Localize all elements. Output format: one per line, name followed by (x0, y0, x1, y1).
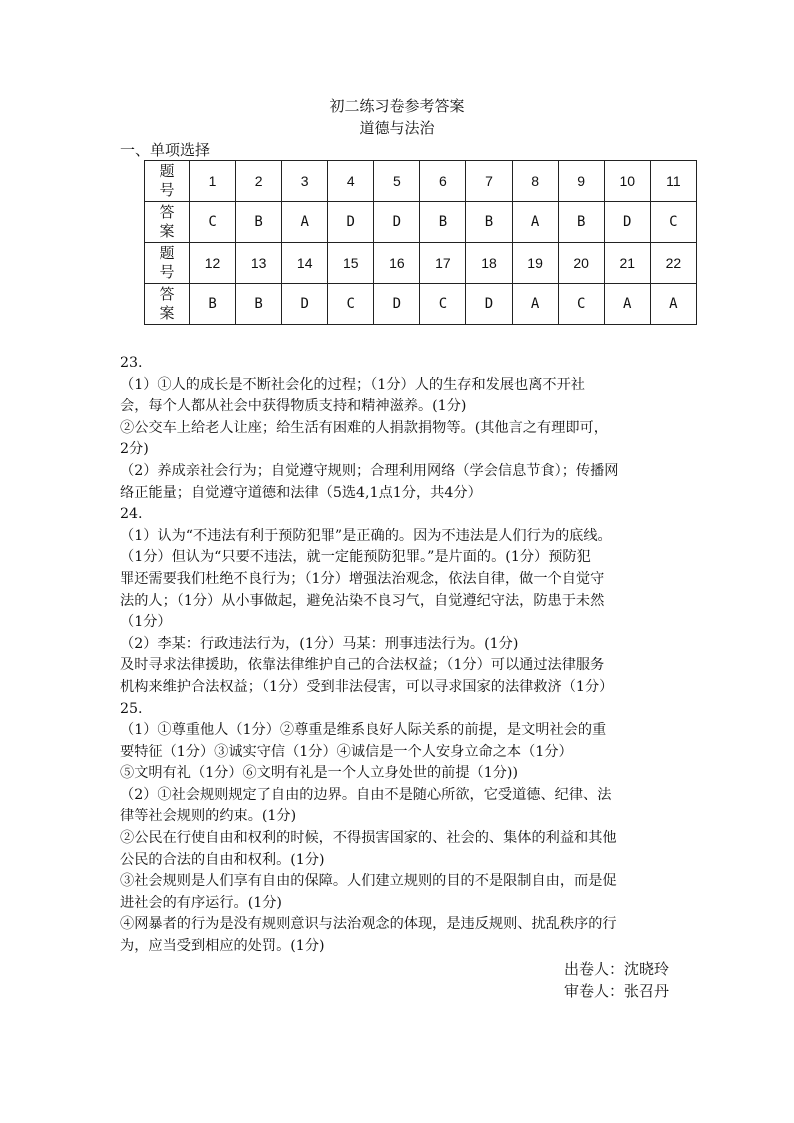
answer-cell: A (512, 284, 558, 325)
answer-cell: A (282, 202, 328, 243)
answer-text-line: 罪还需要我们杜绝不良行为；（1分）增强法治观念，依法自律，做一个自觉守 (120, 570, 605, 587)
subject-title: 道德与法治 (359, 119, 435, 137)
answer-cell: C (420, 284, 466, 325)
answer-cell: B (420, 202, 466, 243)
question-number-cell: 5 (374, 161, 420, 202)
answer-text-line: （1）①人的成长是不断社会化的过程；（1分）人的生存和发展也离不开社 (120, 376, 585, 393)
answer-text-line: 进社会的有序运行。(1分) (120, 894, 282, 911)
answer-cell: D (374, 284, 420, 325)
answer-text-line: 法的人；（1分）从小事做起，避免沾染不良习气，自觉遵纪守法，防患于未然 (120, 592, 605, 609)
answer-text-line: （2）李某：行政违法行为，(1分）马某：刑事违法行为。(1分) (120, 635, 519, 652)
answer-cell: B (236, 202, 282, 243)
question-number-cell: 7 (466, 161, 512, 202)
question-number-cell: 4 (328, 161, 374, 202)
answer-text-line: 23. (120, 355, 143, 371)
question-number-cell: 12 (190, 243, 236, 284)
question-number-cell: 13 (236, 243, 282, 284)
answer-cell: B (558, 202, 604, 243)
question-number-cell: 19 (512, 243, 558, 284)
answer-text-line: （2）养成亲社会行为；自觉遵守规则；合理利用网络（学会信息节食）；传播网 (120, 462, 619, 479)
question-number-cell: 20 (558, 243, 604, 284)
reviewer-line: 审卷人：张召丹 (564, 982, 670, 1000)
answer-cell: D (604, 202, 650, 243)
answer-text-line: 2分) (120, 441, 149, 458)
answer-text-line: 25. (120, 700, 143, 717)
question-number-cell: 3 (282, 161, 328, 202)
answer-text-line: 要特征（1分）③诚实守信（1分）④诚信是一个人安身立命之本（1分） (120, 743, 573, 760)
answer-text-line: 公民的合法的自由和权利。(1分) (120, 851, 325, 868)
answer-text-line: ④网暴者的行为是没有规则意识与法治观念的体现，是违反规则、扰乱秩序的行 (120, 916, 617, 933)
answer-text-line: （1）①尊重他人（1分）②尊重是维系良好人际关系的前提，是文明社会的重 (120, 722, 607, 739)
question-number-cell: 21 (604, 243, 650, 284)
section-heading: 一、单项选择 (120, 141, 211, 159)
answer-cell: A (650, 284, 696, 325)
question-number-cell: 1 (190, 161, 236, 202)
question-number-cell: 10 (604, 161, 650, 202)
answer-cell: D (374, 202, 420, 243)
answer-text-line: （1分） (120, 614, 172, 631)
answer-cell: C (190, 202, 236, 243)
question-number-cell: 8 (512, 161, 558, 202)
answer-cell: B (466, 202, 512, 243)
question-number-cell: 15 (328, 243, 374, 284)
question-number-cell: 11 (650, 161, 696, 202)
question-number-cell: 14 (282, 243, 328, 284)
answer-cell: B (190, 284, 236, 325)
answer-label-cell: 答 案 (145, 202, 190, 243)
answer-text-line: ②公交车上给老人让座；给生活有困难的人捐款捐物等。(其他言之有理即可， (120, 419, 608, 436)
answer-text-line: （1分）但认为“只要不违法，就一定能预防犯罪。”是片面的。(1分）预防犯 (120, 549, 591, 566)
signature-block (564, 958, 669, 1002)
answer-text-line: ③社会规则是人们享有自由的保障。人们建立规则的目的不是限制自由，而是促 (120, 873, 617, 890)
answer-table (144, 160, 697, 325)
answer-text-line: 机构来维护合法权益；（1分）受到非法侵害，可以寻求国家的法律救济（1分） (120, 678, 614, 695)
answer-cell: C (328, 284, 374, 325)
question-number-cell: 22 (650, 243, 696, 284)
answer-cell: A (604, 284, 650, 325)
answer-cell: D (328, 202, 374, 243)
author-line: 出卷人：沈晓玲 (564, 960, 670, 978)
answer-text-line: 24. (120, 506, 143, 523)
answer-text-line: 律等社会规则的约束。(1分) (120, 808, 297, 825)
answer-cell: A (512, 202, 558, 243)
question-number-row (145, 243, 697, 284)
answer-text-line: 络正能量；自觉遵守道德和法律（5选4,1点1分，共4分） (120, 484, 482, 501)
answer-text-line: （2）①社会规则规定了自由的边界。自由不是随心所欲，它受道德、纪律、法 (120, 786, 612, 803)
answer-text-line: ⑤文明有礼（1分）⑥文明有礼是一个人立身处世的前提（1分)) (120, 765, 519, 782)
page-title: 初二练习卷参考答案 (329, 97, 465, 115)
answer-text-line: 及时寻求法律援助，依靠法律维护自己的合法权益；（1分）可以通过法律服务 (120, 657, 605, 674)
answer-cell: C (558, 284, 604, 325)
question-label-cell: 题 号 (145, 161, 190, 202)
answer-cell: D (282, 284, 328, 325)
question-number-cell: 16 (374, 243, 420, 284)
answer-text-line: （1）认为“不违法有利于预防犯罪”是正确的。因为不违法是人们行为的底线。 (120, 527, 612, 544)
answer-row (145, 284, 697, 325)
question-number-row (145, 161, 697, 202)
question-number-cell: 9 (558, 161, 604, 202)
answer-text-line: 为，应当受到相应的处罚。(1分) (120, 938, 325, 955)
answer-text-line: 会，每个人都从社会中获得物质支持和精神滋养。(1分) (120, 398, 467, 415)
answer-text-line: ②公民在行使自由和权利的时候，不得损害国家的、社会的、集体的利益和其他 (120, 830, 617, 847)
answer-body (120, 353, 700, 958)
answer-cell: B (236, 284, 282, 325)
question-number-cell: 6 (420, 161, 466, 202)
question-label-cell: 题 号 (145, 243, 190, 284)
answer-label-cell: 答 案 (145, 284, 190, 325)
question-number-cell: 18 (466, 243, 512, 284)
question-number-cell: 17 (420, 243, 466, 284)
question-number-cell: 2 (236, 161, 282, 202)
answer-row (145, 202, 697, 243)
answer-cell: D (466, 284, 512, 325)
answer-cell: C (650, 202, 696, 243)
